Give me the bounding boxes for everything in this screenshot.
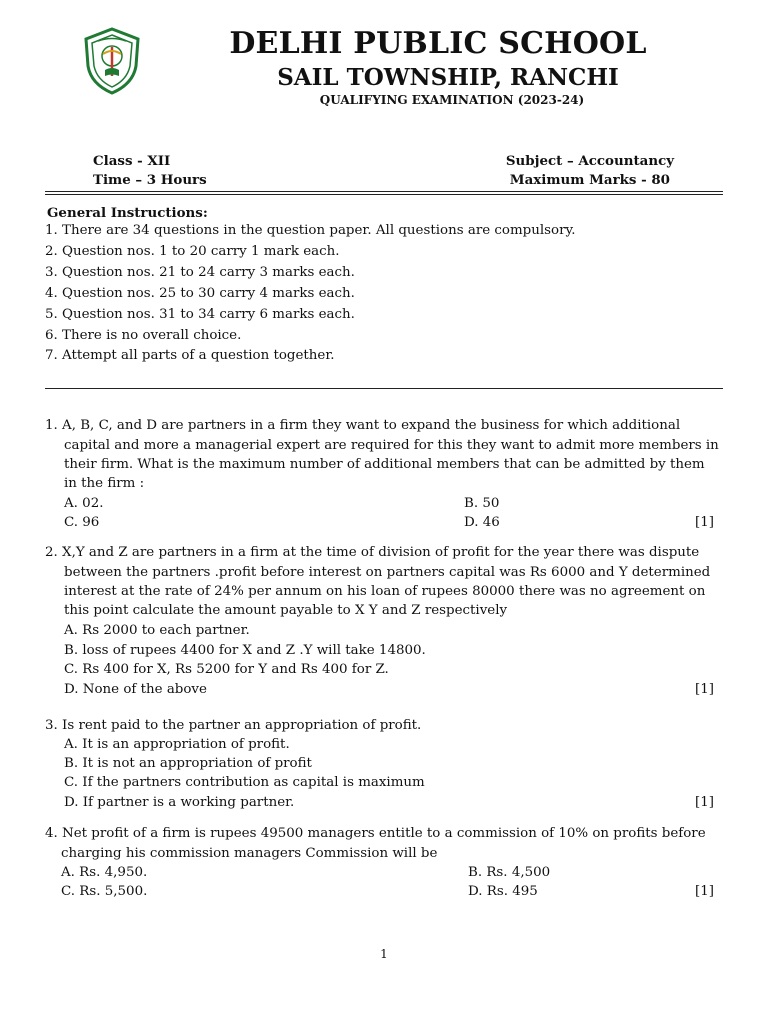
time-label: Time – 3 Hours xyxy=(93,172,207,188)
question-4-marks: [1] xyxy=(695,884,714,899)
question-4-option-a: A. Rs. 4,950. xyxy=(61,865,148,880)
question-2-option-c: C. Rs 400 for X, Rs 5200 for Y and Rs 400 for Z. xyxy=(64,662,389,677)
question-4-option-c: C. Rs. 5,500. xyxy=(61,884,148,899)
header-divider-bottom xyxy=(45,194,723,195)
question-2-marks: [1] xyxy=(695,682,714,697)
instruction-item: 6. There is no overall choice. xyxy=(45,328,242,343)
instructions-heading: General Instructions: xyxy=(47,205,208,221)
question-1-text: their firm. What is the maximum number of additional members that can be admitted by them xyxy=(64,457,705,472)
question-2-option-d: D. None of the above xyxy=(64,682,207,697)
question-2-text: interest at the rate of 24% per annum on his loan of rupees 80000 there was no agreement on xyxy=(64,584,706,599)
question-3-option-b: B. It is not an appropriation of profit xyxy=(64,756,312,771)
instruction-item: 2. Question nos. 1 to 20 carry 1 mark each. xyxy=(45,244,340,259)
header-divider-top xyxy=(45,191,723,192)
question-4-text: 4. Net profit of a firm is rupees 49500 managers entitle to a commission of 10% on profits before xyxy=(45,826,706,841)
max-marks-label: Maximum Marks - 80 xyxy=(509,172,670,188)
question-2-option-a: A. Rs 2000 to each partner. xyxy=(64,623,250,638)
question-1-option-c: C. 96 xyxy=(64,515,100,530)
subject-label: Subject – Accountancy xyxy=(505,153,674,169)
question-2-text: 2. X,Y and Z are partners in a firm at the time of division of profit for the year there was dispute xyxy=(45,545,700,560)
instruction-item: 5. Question nos. 31 to 34 carry 6 marks each. xyxy=(45,307,355,322)
question-4-option-d: D. Rs. 495 xyxy=(468,884,538,899)
instruction-item: 7. Attempt all parts of a question together. xyxy=(45,348,335,363)
question-3-option-d: D. If partner is a working partner. xyxy=(64,795,295,810)
instruction-item: 3. Question nos. 21 to 24 carry 3 marks each. xyxy=(45,265,355,280)
question-1-option-a: A. 02. xyxy=(64,496,104,511)
question-4-option-b: B. Rs. 4,500 xyxy=(468,865,551,880)
question-3-option-a: A. It is an appropriation of profit. xyxy=(64,737,290,752)
question-1-option-b: B. 50 xyxy=(464,496,500,511)
question-1-text: 1. A, B, C, and D are partners in a firm they want to expand the business for which additional xyxy=(45,418,681,433)
question-2-text: this point calculate the amount payable to X Y and Z respectively xyxy=(64,603,508,618)
question-2-option-b: B. loss of rupees 4400 for X and Z .Y will take 14800. xyxy=(64,643,426,658)
question-1-marks: [1] xyxy=(695,515,714,530)
class-label: Class - XII xyxy=(93,153,171,169)
question-3-option-c: C. If the partners contribution as capital is maximum xyxy=(64,775,425,790)
question-1-option-d: D. 46 xyxy=(464,515,500,530)
school-name: DELHI PUBLIC SCHOOL xyxy=(229,26,647,61)
page-number: 1 xyxy=(380,947,388,961)
question-1-text: in the firm : xyxy=(64,476,145,491)
instruction-item: 1. There are 34 questions in the question paper. All questions are compulsory. xyxy=(45,223,576,238)
question-2-text: between the partners .profit before interest on partners capital was Rs 6000 and Y determined xyxy=(64,565,711,580)
school-location: SAIL TOWNSHIP, RANCHI xyxy=(277,64,619,91)
question-1-text: capital and more a managerial expert are required for this they want to admit more members in xyxy=(64,438,719,453)
instruction-item: 4. Question nos. 25 to 30 carry 4 marks each. xyxy=(45,286,355,301)
question-4-text: charging his commission managers Commission will be xyxy=(61,846,438,861)
instructions-divider xyxy=(45,388,723,389)
question-3-marks: [1] xyxy=(695,795,714,810)
exam-title: QUALIFYING EXAMINATION (2023-24) xyxy=(319,93,585,107)
question-3-text: 3. Is rent paid to the partner an appropriation of profit. xyxy=(45,718,422,733)
